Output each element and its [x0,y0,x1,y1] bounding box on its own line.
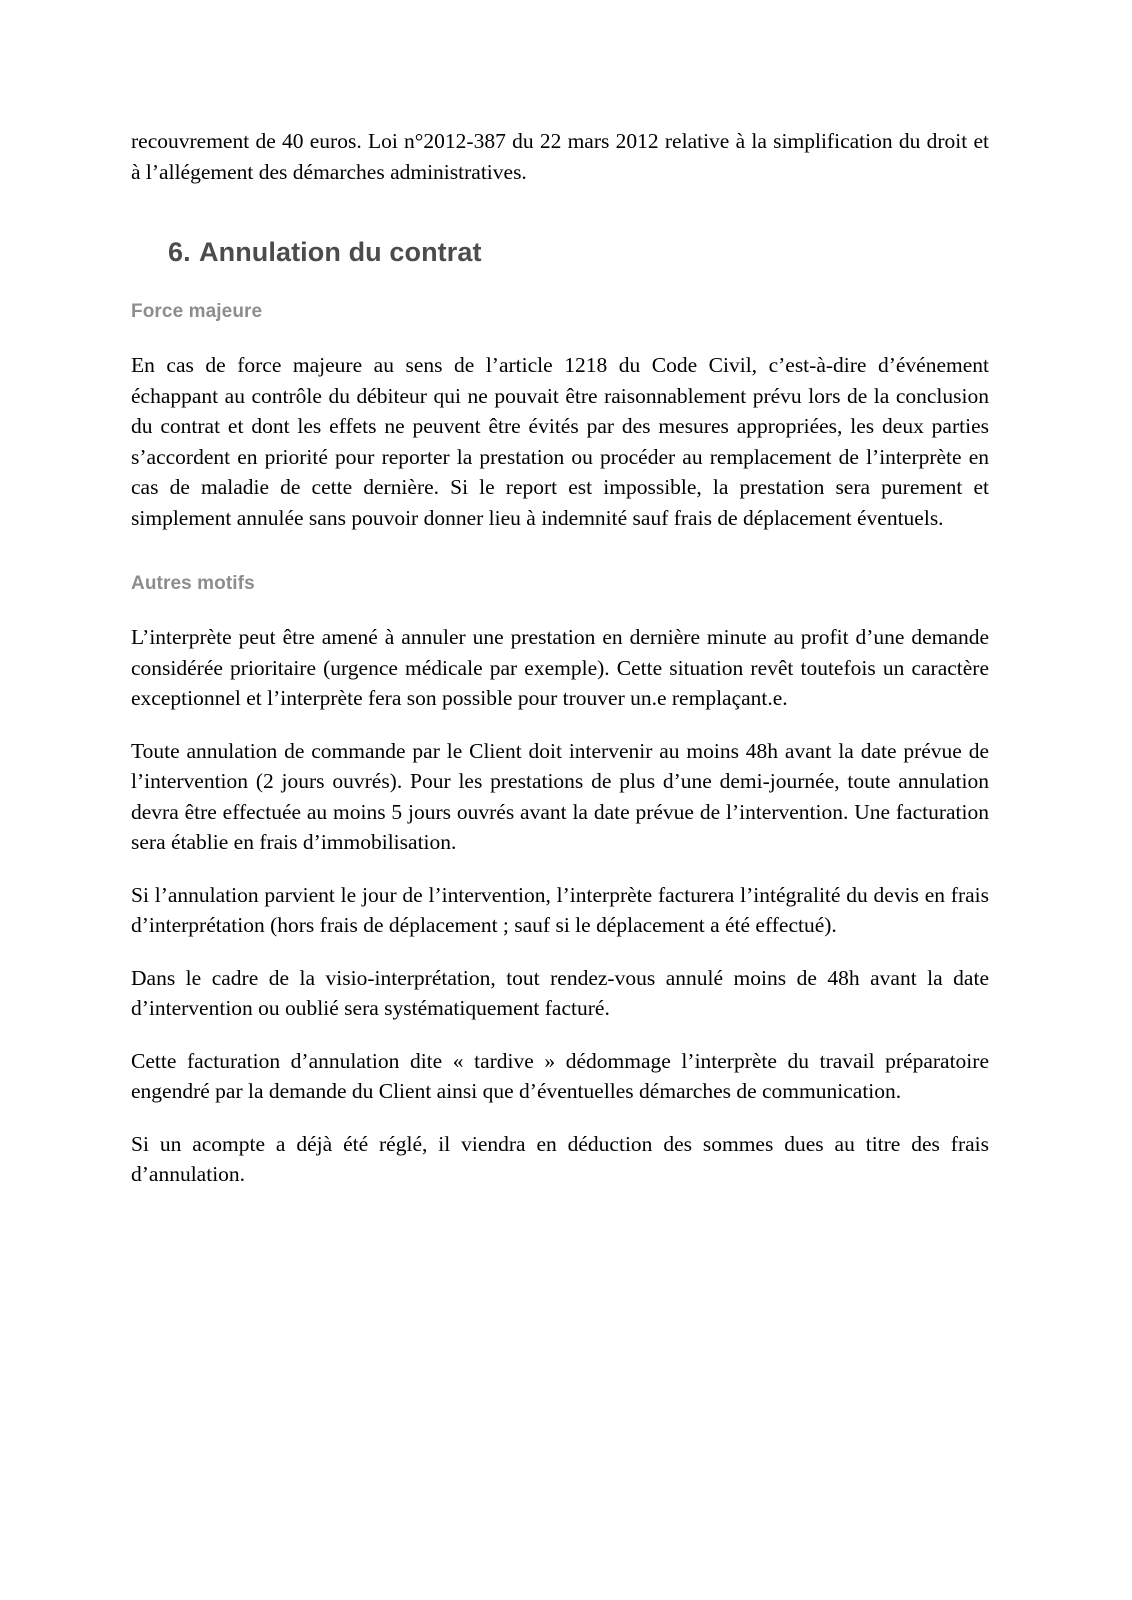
spacer [131,187,989,235]
section-title: Annulation du contrat [199,237,482,267]
spacer [131,269,989,299]
spacer [131,1024,989,1046]
page-content [131,126,989,1190]
spacer [131,597,989,622]
paragraph-autres-motifs-3: Si l’annulation parvient le jour de l’intervention, l’interprète facturera l’intégralité du devis en frais d’interprétation (hors frais de déplacement ; sauf si le déplacement a été effectué). [131,882,989,937]
section-heading [131,235,989,269]
subsection-heading-autres-motifs: Autres motifs [131,573,255,594]
continued-paragraph: recouvrement de 40 euros. Loi n°2012-387 du 22 mars 2012 relative à la simplification du droit et à l’allégement des démarches administratives. [131,129,989,184]
section-number: 6. [168,237,191,267]
spacer [131,325,989,350]
subsection-heading-force-majeure: Force majeure [131,301,263,322]
spacer [131,941,989,963]
paragraph-autres-motifs-2: Toute annulation de commande par le Client doit intervenir au moins 48h avant la date prévue de l’intervention (2 jours ouvrés). Pour les prestations de plus d’une demi-journée, toute annulation devra être effectuée au moins 5 jours ouvrés avant la date prévue de l’intervention. Une facturation sera établie en frais d’immobilisation. [131,738,989,854]
paragraph-autres-motifs-4: Dans le cadre de la visio-interprétation, tout rendez-vous annulé moins de 48h avant la date d’intervention ou oublié sera systématiquement facturé. [131,965,989,1020]
spacer [131,533,989,571]
paragraph-force-majeure: En cas de force majeure au sens de l’article 1218 du Code Civil, c’est-à-dire d’événement échappant au contrôle du débiteur qui ne pouvait être raisonnablement prévu lors de la conclusion du contrat et dont les effets ne peuvent être évités par des mesures appropriées, les deux parties s’accordent en priorité pour reporter la prestation ou procéder au remplacement de l’interprète en cas de maladie de cette dernière. Si le report est impossible, la prestation sera purement et simplement annulée sans pouvoir donner lieu à indemnité sauf frais de déplacement éventuels. [131,353,989,530]
paragraph-autres-motifs-6: Si un acompte a déjà été réglé, il viendra en déduction des sommes dues au titre des frais d’annulation. [131,1131,989,1186]
spacer [131,1107,989,1129]
spacer [131,858,989,880]
spacer [131,714,989,736]
paragraph-autres-motifs-5: Cette facturation d’annulation dite « tardive » dédommage l’interprète du travail préparatoire engendré par la demande du Client ainsi que d’éventuelles démarches de communication. [131,1048,989,1103]
paragraph-autres-motifs-1: L’interprète peut être amené à annuler une prestation en dernière minute au profit d’une demande considérée prioritaire (urgence médicale par exemple). Cette situation revêt toutefois un caractère exceptionnel et l’interprète fera son possible pour trouver un.e remplaçant.e. [131,625,989,710]
